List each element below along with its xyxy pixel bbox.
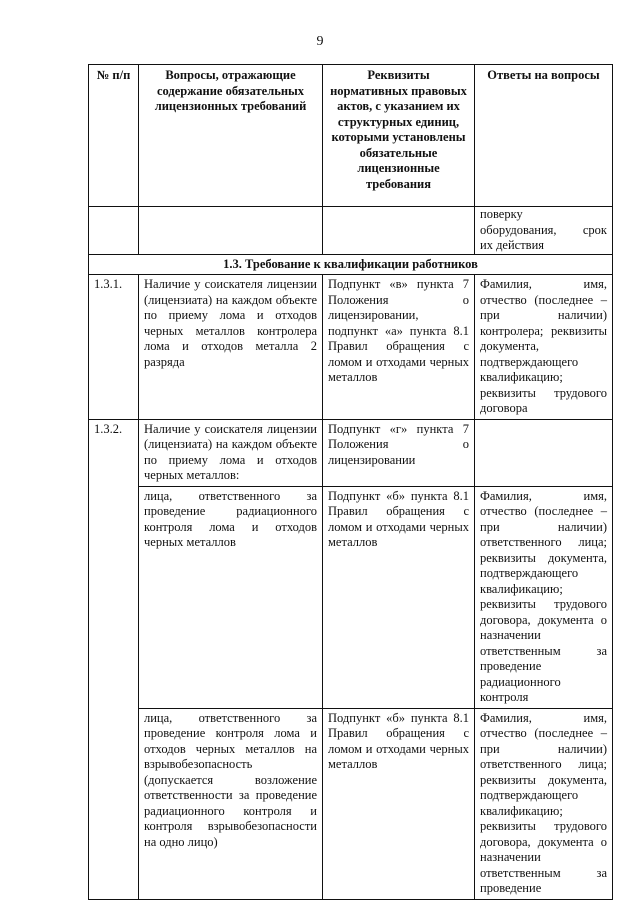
header-requisites: Реквизиты нормативных правовых актов, с указанием их структурных единиц, которыми установлены обязательные лицензионные требования (323, 65, 475, 207)
cell-num: 1.3.1. (89, 275, 139, 420)
cell-question: лица, ответственного за проведение радиационного контроля лома и отходов черных металлов (139, 486, 323, 708)
page-number: 9 (316, 34, 324, 49)
cell-question: лица, ответственного за проведение контроля лома и отходов черных металлов на взрывобезопасность (допускается возложение ответственности за проведение радиационного контроля и контроля взрывобезопасности на одно лицо) (139, 708, 323, 899)
cell-answer: Фамилия, имя, отчество (последнее – при наличии) контролера; реквизиты документа, подтверждающего квалификацию; реквизиты трудового договора (475, 275, 613, 420)
section-title: 1.3. Требование к квалификации работников (89, 254, 613, 275)
answer-line: поверку (480, 207, 523, 221)
cell-answer (475, 419, 613, 486)
answer-line: их действия (480, 238, 545, 252)
cell-num (89, 207, 139, 255)
header-questions: Вопросы, отражающие содержание обязательных лицензионных требований (139, 65, 323, 207)
cell-answer (475, 207, 613, 255)
header-num: № п/п (89, 65, 139, 207)
table-row (89, 708, 613, 899)
cell-requisite: Подпункт «в» пункта 7 Положения о лицензировании, подпункт «а» пункта 8.1 Правил обращения с ломом и отходами черных металлов (323, 275, 475, 420)
cell-requisite: Подпункт «г» пункта 7 Положения о лицензировании (323, 419, 475, 486)
cell-question: Наличие у соискателя лицензии (лицензиата) на каждом объекте по приему лома и отходов черных металлов: (139, 419, 323, 486)
cell-question: Наличие у соискателя лицензии (лицензиата) на каждом объекте по приему лома и отходов черных металлов контролера лома и отходов металла 2 разряда (139, 275, 323, 420)
cell-answer: Фамилия, имя, отчество (последнее – при наличии) ответственного лица; реквизиты документа, подтверждающего квалификацию; реквизиты трудового договора, документа о назначении ответственным за проведение радиационного контроля (475, 486, 613, 708)
cell-num: 1.3.2. (89, 419, 139, 899)
section-row (89, 254, 613, 275)
table-row (89, 419, 613, 486)
header-answers: Ответы на вопросы (475, 65, 613, 207)
cell-requisite (323, 207, 475, 255)
table-row-continuation (89, 207, 613, 255)
cell-requisite: Подпункт «б» пункта 8.1 Правил обращения с ломом и отходами черных металлов (323, 708, 475, 899)
cell-question (139, 207, 323, 255)
answer-line: оборудования, срок (480, 222, 607, 237)
cell-answer: Фамилия, имя, отчество (последнее – при наличии) ответственного лица; реквизиты документа, подтверждающего квалификацию; реквизиты трудового договора, документа о назначении ответственным за проведение (475, 708, 613, 899)
table-row (89, 486, 613, 708)
table-header-row (89, 65, 613, 207)
table-row (89, 275, 613, 420)
license-requirements-table (88, 64, 613, 900)
cell-requisite: Подпункт «б» пункта 8.1 Правил обращения с ломом и отходами черных металлов (323, 486, 475, 708)
